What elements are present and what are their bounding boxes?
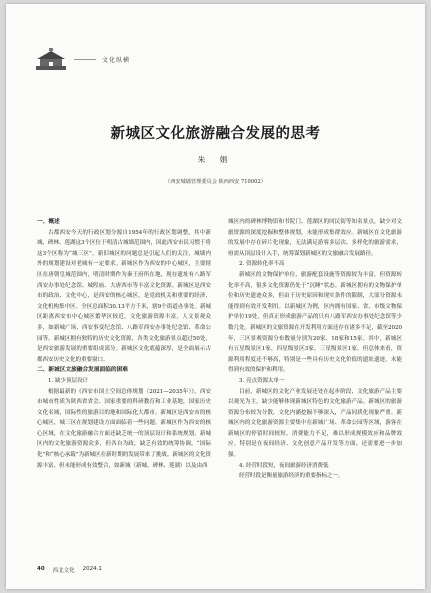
author-affiliation: （西安城墙管理委员会 陕西西安 710002）	[165, 179, 266, 185]
paragraph: 新城区的文物保护单位、旅游配套设施等资源较为丰富，但资源转化率不高，很多文化资源仍处于“沉睡”状态。新城区拥有的文物保护单位和历史遗迹众多，但由于历史原因和现实条件的限制，大部分资源未能得到有效开发利用。以新城区为例，区内拥有国家、省、市级文物保护单位19处，但真正形成旅游产品的只有八路军西安办事处纪念馆等少数几处。新城区的文旅资源在开发利用方面还存在诸多不足，截至2020年，三区景观资源分布数量分别为20家、18家和15家。其中，新城区有五星级景区1家，四星级景区3家，三星级景区1家。但总体来看，资源利用程度还不够高，特别是一些具有历史文化价值的遗址遗迹，未能得到有效的保护和利用。	[228, 271, 402, 374]
page-footer	[37, 566, 102, 574]
subheading: 2. 资源转化率不高	[239, 261, 285, 268]
section-heading-challenges: 二、新城区文旅融合发展面临的困难	[37, 367, 128, 374]
section-heading-overview: 一、概述	[37, 219, 60, 225]
paragraph: 根据最新的《西安市国土空间总体规划（2021—2035年）》，西安市城市性质为陕西省省会、国家重要的科研教育和工业基地，国家历史文化名城，国际性的旅游目的地和国际化大都市。新城区是西安市的核心城区，城三区在规划建设方面面临着一些问题。新城区作为西安的核心区域，在文化旅游融合方面还缺乏统一的顶层设计和系统规划。新城区内的文化旅游资源众多，但各自为政，缺乏有效的统筹协调。“国际化”和“核心承载”为新城区在新时期的发展带来了挑战。新城区的文化资源丰富，但未能形成有效整合，如新城（新城、碑林、莲湖）以及由西	[37, 388, 211, 469]
paragraph: 经营时段是衡量旅游经济的重要指标之一，	[239, 473, 344, 480]
paragraph: 目前，新城区的文化产业发展还处在起步阶段，文化旅游产品主要以观光为主，缺少能够体现新城区特色的文化旅游产品。新城区的旅游资源分布较为分散，文化内涵挖掘不够深入，产品同质化现象严重。新城区内的文化旅游资源主要集中在新城广场、革命公园等区域，游客在新城区的停留时间较短，消费能力不足，难以形成规模效应和品牌效应。特别是在夜间经济、文化创意产品开发等方面，还需要进一步加强。	[228, 388, 402, 459]
city-gate-icon	[34, 46, 68, 72]
column-header	[34, 46, 130, 72]
left-column	[37, 217, 211, 471]
header-divider	[74, 59, 96, 60]
article-author: 朱 娟	[197, 155, 234, 164]
subheading: 4. 经营时段短，夜间旅游经济消费低	[239, 462, 329, 469]
paragraph: 古都西安今天的行政区划分源自1954年的行政区划调整，其中新城、碑林、莲湖这3个区位于明清古城墙范围内，因此西安市民习惯于将这3个区称为“城三区”。新旧城区的问题总是引起人们的关注，城墙内外的规划建设对老城有一定要求。新城区作为西安的中心城区，主要辖区在唐朝皇城范围内，明清时期作为秦王府所在地，现存遗址有八路军西安办事处纪念馆、城隍庙、大唐西市等丰富文化资源。新城区是西安市的政治、文化中心，是西安的核心城区，是党政机关和重要的经济、文化机构集中区。全区总面积30.13平方千米，辖9个街道办事处。新城区距离西安市中心城区繁华区较近，文化旅游资源丰富，人文景观众多，如新城广场、西安事变纪念馆、八路军西安办事处纪念馆、革命公园等。新城区拥有独特的历史文化资源，各类文化旅游景点超过50处，是西安旅游发展的重要组成部分。新城区文化底蕴深厚，是全面展示古都西安历史文化的重要窗口。	[37, 229, 212, 363]
paragraph: 城区内的碑林博物馆和书院门、莲湖区的回民街等知名景点，缺少对文旅资源的深度挖掘和整体规划，未能形成集群效应。新城区在文化旅游的发展中存在碎片化现象，无法满足游客多层次、多样化的旅游需求，亟需从顶层设计入手，统筹谋划新城区的文旅融合发展路径。	[228, 219, 402, 257]
column-name: 文化纵横	[102, 56, 131, 64]
issue-number: 2024.1	[82, 566, 102, 572]
magazine-name: 西北文化	[52, 568, 75, 574]
page-number: 40	[37, 566, 45, 572]
article-title: 新城区文化旅游融合发展的思考	[110, 126, 321, 142]
subheading: 3. 亮点资源太单一	[239, 377, 285, 384]
subheading: 1. 缺少顶层设计	[48, 377, 88, 384]
right-column	[228, 217, 402, 482]
article-page	[6, 4, 425, 589]
